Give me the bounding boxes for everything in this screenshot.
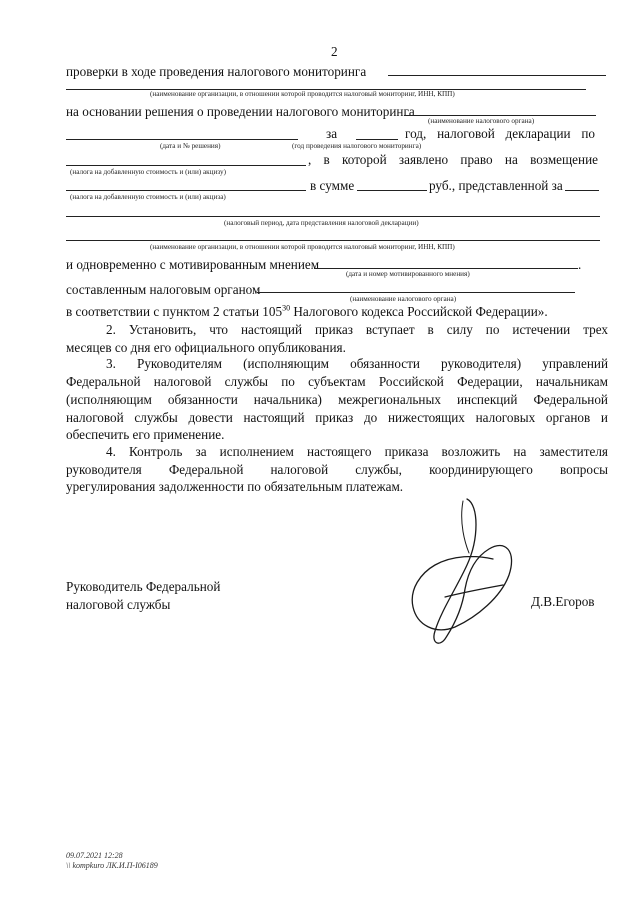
para-4-line-3: урегулирования задолженности по обязательным платежам.	[66, 479, 404, 494]
form-sum: в сумме	[310, 178, 355, 193]
blank-line-tax-authority	[404, 115, 596, 116]
blank-line-decision	[66, 139, 298, 140]
form-line-5: руб., представленной за	[429, 178, 563, 193]
blank-line-org	[388, 75, 606, 76]
caption-tax-authority: (наименование налогового органа)	[428, 117, 535, 125]
caption-year: (год проведения налогового мониторинга)	[292, 142, 422, 150]
form-line-8-end: .	[578, 257, 582, 272]
para-3-line-5: обеспечить его применение.	[66, 427, 225, 442]
blank-line-period	[565, 190, 599, 191]
blank-line-tax-type-2	[66, 190, 306, 191]
blank-line-opinion	[314, 268, 578, 269]
caption-decision: (дата и № решения)	[160, 142, 221, 150]
para-3-line-2: Федеральной налоговой службы по субъектам Российской Федерации, начальникам	[66, 374, 608, 389]
caption-org: (наименование организации, в отношении которой проводится налоговый мониторинг, ИНН, КПП)	[150, 90, 455, 98]
form-line-4: , в которой заявлено право на возмещение	[308, 152, 598, 167]
para-3-line-1: 3. Руководителям (исполняющим обязанности руководителя) управлений	[106, 356, 608, 371]
caption-tax-period: (налоговый период, дата представления налоговой декларации)	[224, 219, 419, 227]
para-3-line-3: (исполняющим обязанности начальника) межрегиональных инспекций Федеральной	[66, 392, 608, 407]
caption-tax-type-2: (налога на добавленную стоимость и (или) акциза)	[70, 193, 226, 201]
blank-line-tax-period	[66, 216, 600, 217]
caption-opinion: (дата и номер мотивированного мнения)	[346, 270, 470, 278]
para-2-line-2: месяцев со дня его официального опубликования.	[66, 340, 346, 355]
signatory-position-line-1: Руководитель Федеральной	[66, 579, 221, 594]
para-2-line-1: 2. Установить, что настоящий приказ вступает в силу по истечении трех	[106, 322, 608, 337]
blank-line-org-3	[66, 240, 600, 241]
form-line-9: составленным налоговым органом	[66, 282, 261, 297]
page-number: 2	[331, 44, 338, 59]
signatory-position-line-2: налоговой службы	[66, 597, 171, 612]
handwritten-signature	[405, 493, 525, 653]
caption-org-3: (наименование организации, в отношении которой проводится налоговый мониторинг, ИНН, КПП)	[150, 243, 455, 251]
para-4-line-1: 4. Контроль за исполнением настоящего приказа возложить на заместителя	[106, 444, 608, 459]
form-line-10: в соответствии с пунктом 2 статьи $105^{30}$ Налогового кодекса Российской Федерации».	[66, 303, 548, 319]
footer-timestamp: 09.07.2021 12:28	[66, 851, 123, 860]
footer-path: \\ kompkuro ЛК.И.П-I06189	[66, 861, 158, 870]
blank-line-tax-authority-2	[257, 292, 575, 293]
caption-tax-type: (налога на добавленную стоимость и (или) акцизу)	[70, 168, 227, 176]
form-line-1: проверки в ходе проведения налогового мониторинга	[66, 64, 367, 79]
form-line-3: год, налоговой декларации по	[405, 126, 595, 141]
para-3-line-4: налоговой службы довести настоящий приказ до нижестоящих налоговых органов и	[66, 410, 608, 425]
blank-line-amount	[357, 190, 427, 191]
signatory-name: Д.В.Егоров	[531, 594, 595, 609]
blank-line-year	[356, 139, 398, 140]
para-4-line-2: руководителя Федеральной налоговой службы, координирующего вопросы	[66, 462, 608, 477]
caption-tax-authority-2: (наименование налогового органа)	[350, 295, 457, 303]
form-line-2: на основании решения о проведении налогового мониторинга	[66, 104, 415, 119]
form-line-8: и одновременно с мотивированным мнением	[66, 257, 320, 272]
form-za: за	[326, 126, 338, 141]
blank-line-tax-type	[66, 165, 306, 166]
